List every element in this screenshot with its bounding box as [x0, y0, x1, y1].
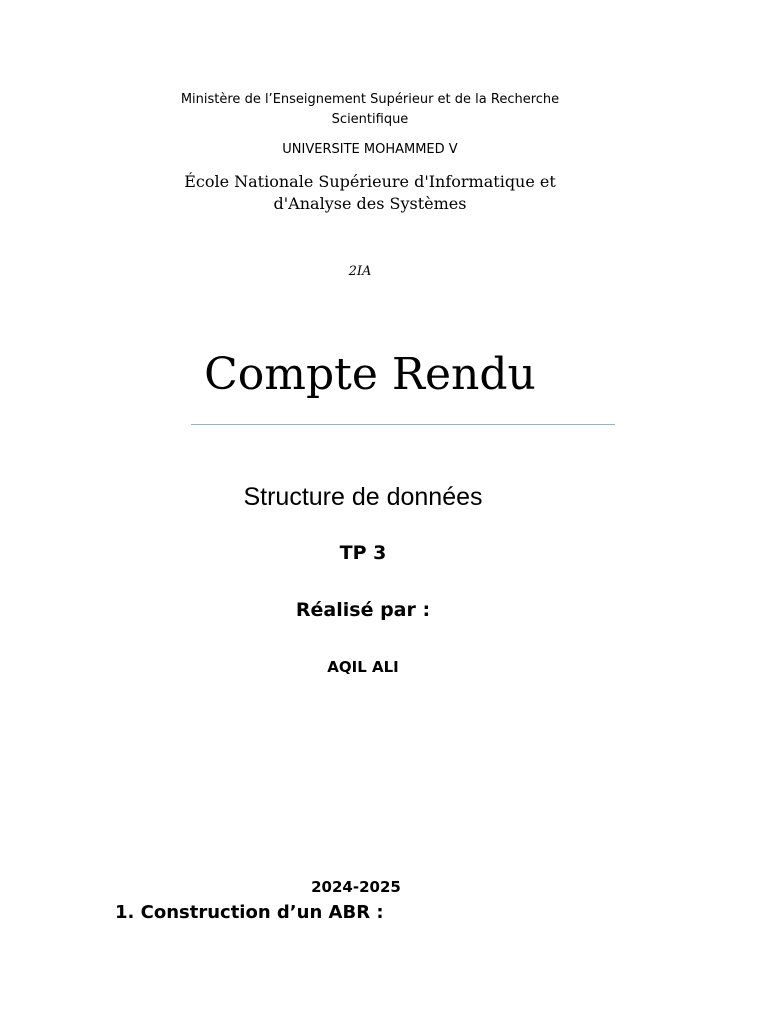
author-label: Réalisé par : — [295, 599, 431, 621]
section-heading: 1. Construction d’un ABR : — [115, 902, 384, 923]
class-level: 2IA — [348, 264, 372, 279]
course-subject: Structure de données — [243, 483, 483, 511]
title-underline-divider — [191, 424, 615, 425]
author-name: AQIL ALI — [327, 658, 399, 676]
university-name: UNIVERSITE MOHAMMED V — [282, 142, 458, 157]
document-title: Compte Rendu — [204, 349, 536, 400]
tp-number: TP 3 — [339, 542, 387, 564]
school-name: École Nationale Supérieure d'Informatique et d'Analyse des Systèmes — [184, 172, 556, 213]
ministry-name: Ministère de l’Enseignement Supérieur et de la Recherche Scientifique — [180, 92, 560, 127]
academic-year: 2024-2025 — [311, 878, 401, 896]
